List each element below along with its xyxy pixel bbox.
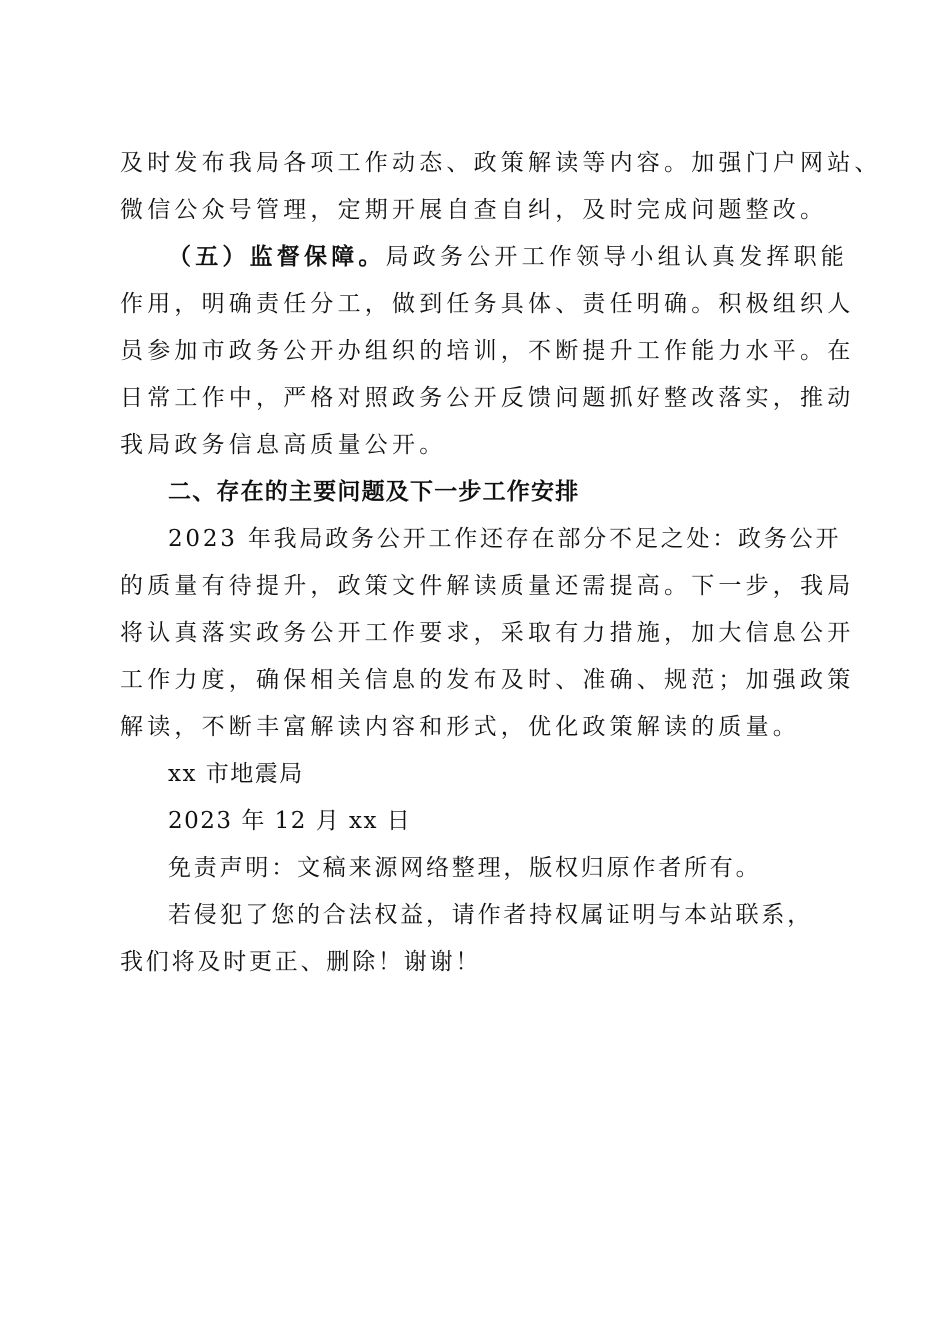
- paragraph-line: [120, 234, 849, 281]
- disclaimer-line: 若侵犯了您的合法权益，请作者持权属证明与本站联系，: [168, 902, 813, 928]
- signature-date: 2023 年 12 月 xx 日: [168, 808, 412, 834]
- paragraph-line: 员参加市政务公开办组织的培训，不断提升工作能力水平。在: [120, 338, 855, 364]
- paragraph-line: 解读，不断丰富解读内容和形式，优化政策解读的质量。: [120, 714, 800, 740]
- section-lead: （五）监督保障。: [168, 244, 386, 270]
- document-page: [120, 140, 882, 986]
- section-heading: 二、存在的主要问题及下一步工作安排: [168, 479, 580, 505]
- paragraph-line: 作用，明确责任分工，做到任务具体、责任明确。积极组织人: [120, 291, 855, 317]
- signature-org: xx 市地震局: [168, 761, 304, 787]
- paragraph-line: 我局政务信息高质量公开。: [120, 432, 447, 458]
- disclaimer-line: 免责声明：文稿来源网络整理，版权归原作者所有。: [168, 855, 762, 881]
- paragraph-text: 局政务公开工作领导小组认真发挥职能: [385, 244, 849, 270]
- paragraph-line: 的质量有待提升，政策文件解读质量还需提高。下一步，我局: [120, 573, 855, 599]
- disclaimer-line: 我们将及时更正、删除！谢谢！: [120, 949, 482, 975]
- paragraph-line: 将认真落实政务公开工作要求，采取有力措施，加大信息公开: [120, 620, 855, 646]
- paragraph-line: 日常工作中，严格对照政务公开反馈问题抓好整改落实，推动: [120, 385, 855, 411]
- paragraph-line: 2023 年我局政务公开工作还存在部分不足之处：政务公开: [168, 526, 842, 552]
- paragraph-line: 及时发布我局各项工作动态、政策解读等内容。加强门户网站、: [120, 150, 882, 176]
- paragraph-line: 微信公众号管理，定期开展自查自纠，及时完成问题整改。: [120, 197, 828, 223]
- paragraph-line: 工作力度，确保相关信息的发布及时、准确、规范；加强政策: [120, 667, 855, 693]
